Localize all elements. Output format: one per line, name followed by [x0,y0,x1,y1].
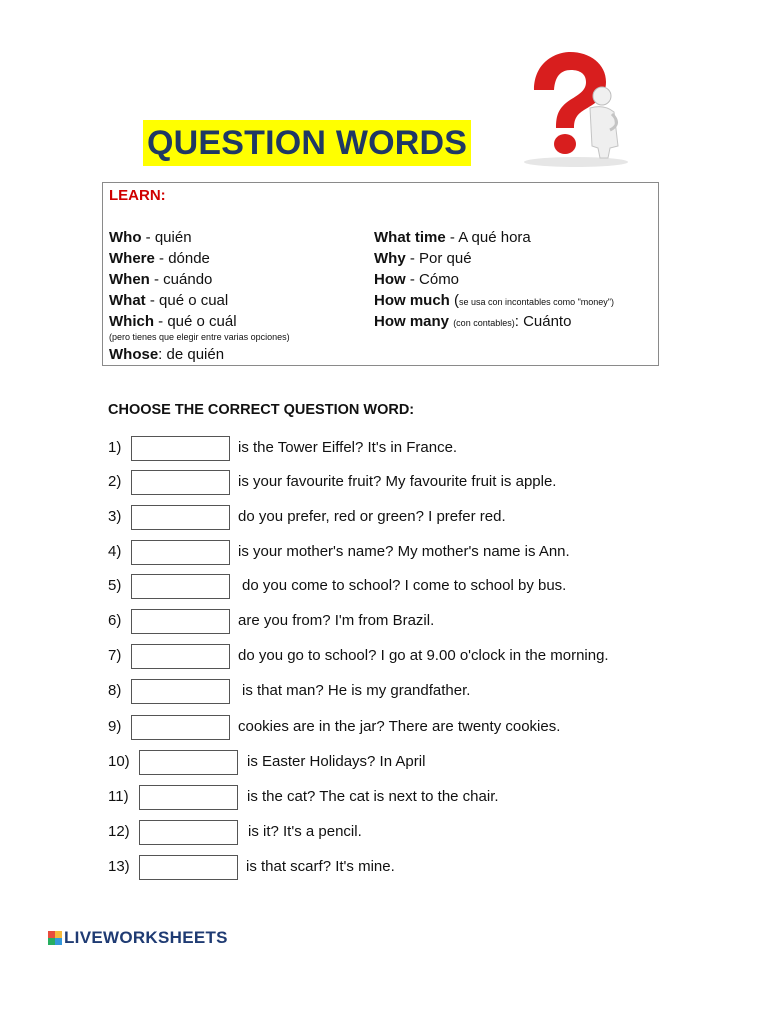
question-number: 3) [108,508,122,525]
question-text: do you go to school? I go at 9.00 o'clock in the morning. [238,647,609,664]
question-number: 13) [108,858,130,875]
vocab-item-why: Why - Por qué [374,250,472,267]
question-number: 8) [108,682,122,699]
question-text: is the cat? The cat is next to the chair. [247,788,499,805]
vocab-item-how-many: How many (con contables): Cuánto [374,313,572,330]
question-number: 5) [108,577,122,594]
answer-input[interactable] [131,679,230,704]
question-text: are you from? I'm from Brazil. [238,612,435,629]
answer-input[interactable] [139,820,238,845]
liveworksheets-brand: LIVEWORKSHEETS [64,928,228,947]
question-text: is it? It's a pencil. [248,823,362,840]
answer-input[interactable] [131,505,230,530]
question-text: is that scarf? It's mine. [246,858,395,875]
question-text: is your favourite fruit? My favourite fruit is apple. [238,473,557,490]
question-text: is the Tower Eiffel? It's in France. [238,439,458,456]
vocab-item-what-time: What time - A qué hora [374,229,531,246]
question-mark-figure-icon [514,50,632,168]
answer-input[interactable] [131,715,230,740]
question-text: cookies are in the jar? There are twenty cookies. [238,718,561,735]
vocab-item-what: What - qué o cual [109,292,229,309]
answer-input[interactable] [131,436,230,461]
vocab-item-how: How - Cómo [374,271,460,288]
learn-label: LEARN: [109,187,166,204]
liveworksheets-logo [48,928,228,948]
question-text: is that man? He is my grandfather. [242,682,471,699]
question-number: 9) [108,718,122,735]
vocab-item-where: Where - dónde [109,250,210,267]
answer-input[interactable] [131,470,230,495]
liveworksheets-logo-icon [48,931,62,945]
learn-box [102,182,659,366]
page-title: QUESTION WORDS [143,120,471,166]
answer-input[interactable] [139,855,238,880]
question-number: 10) [108,753,130,770]
question-number: 2) [108,473,122,490]
answer-input[interactable] [139,750,238,775]
vocab-item-which: Which - qué o cuál (pero tienes que elegir entre varias opciones) [109,311,367,343]
question-text: is your mother's name? My mother's name is Ann. [238,543,570,560]
question-text: do you come to school? I come to school by bus. [242,577,567,594]
question-number: 11) [108,788,129,805]
answer-input[interactable] [131,574,230,599]
vocab-item-how-much: How much (se usa con incontables como "money") [374,292,614,309]
exercise-instruction: CHOOSE THE CORRECT QUESTION WORD: [108,402,415,418]
which-note: (pero tienes que elegir entre varias opciones) [109,332,290,342]
answer-input[interactable] [131,540,230,565]
question-number: 12) [108,823,130,840]
question-number: 1) [108,439,122,456]
vocab-item-who: Who - quién [109,229,192,246]
question-number: 7) [108,647,122,664]
vocab-item-whose: Whose: de quién [109,346,225,363]
vocab-item-when: When - cuándo [109,271,213,288]
learn-right-column [374,227,659,332]
question-text: do you prefer, red or green? I prefer red. [238,508,506,525]
answer-input[interactable] [139,785,238,810]
answer-input[interactable] [131,644,230,669]
question-number: 6) [108,612,122,629]
learn-left-column [109,227,367,343]
question-text: is Easter Holidays? In April [247,753,426,770]
answer-input[interactable] [131,609,230,634]
question-number: 4) [108,543,122,560]
